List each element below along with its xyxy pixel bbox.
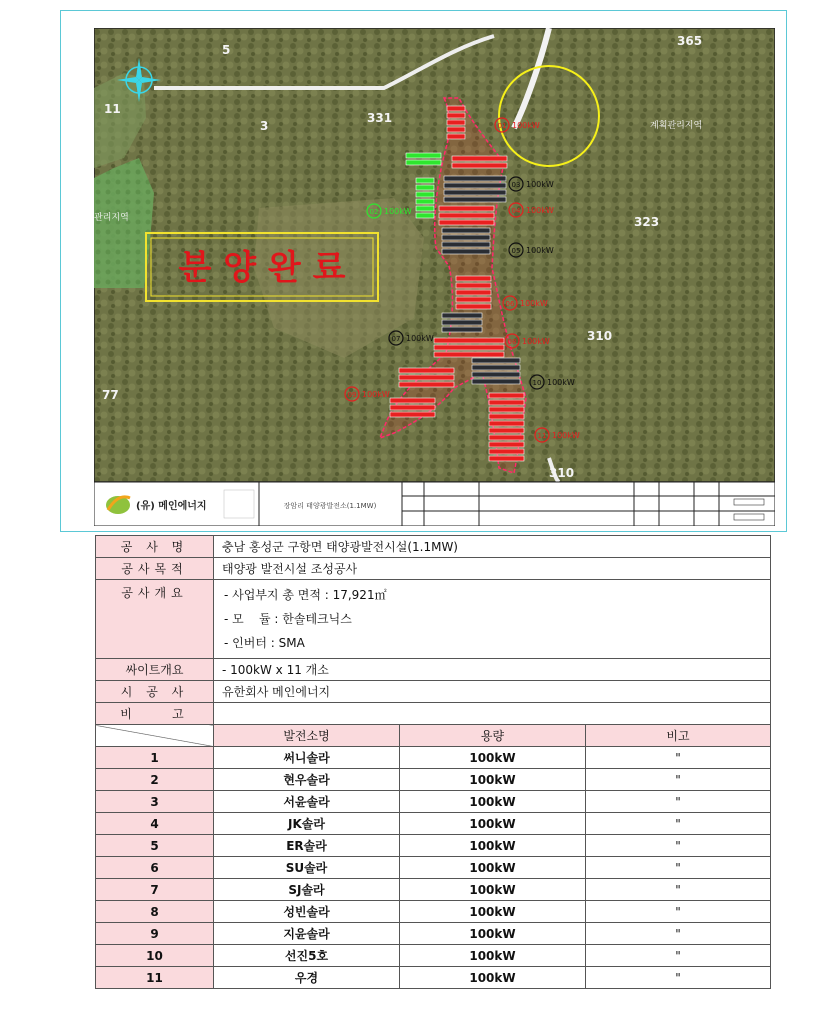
solar-panel-row — [444, 183, 506, 188]
site-map-drawing — [60, 10, 787, 532]
header-capacity: 용량 — [400, 725, 586, 747]
plant-note: " — [586, 901, 771, 923]
site-overview-value: - 100kW x 11 개소 — [214, 659, 771, 681]
solar-panel-row — [456, 290, 491, 295]
solar-panel-row — [472, 358, 520, 363]
overview-line: - 사업부지 총 면적 : 17,921㎡ — [224, 588, 387, 602]
plant-name: ER솔라 — [214, 835, 400, 857]
plant-capacity: 100kW — [400, 813, 586, 835]
site-number: 01 — [497, 122, 507, 130]
remarks-value — [214, 703, 771, 725]
site-capacity: 100kW — [526, 180, 554, 189]
plant-capacity: 100kW — [400, 879, 586, 901]
project-name-label: 공 사 명 — [96, 536, 214, 558]
solar-panel-row — [472, 365, 520, 370]
plant-number: 2 — [96, 769, 214, 791]
solar-panel-row — [452, 156, 507, 161]
solar-panel-row — [444, 197, 506, 202]
site-overview-row — [96, 659, 771, 681]
plant-note: " — [586, 857, 771, 879]
plant-note: " — [586, 879, 771, 901]
site-capacity: 100kW — [522, 337, 550, 346]
remarks-label: 비 고 — [96, 703, 214, 725]
plant-note: " — [586, 945, 771, 967]
solar-panel-row — [489, 449, 524, 454]
plant-note: " — [586, 791, 771, 813]
plant-number: 3 — [96, 791, 214, 813]
plant-row — [96, 835, 771, 857]
solar-panel-row — [447, 120, 465, 125]
plant-number: 6 — [96, 857, 214, 879]
solar-panel-row — [472, 372, 520, 377]
plant-note: " — [586, 835, 771, 857]
drawing-title-block — [94, 482, 775, 526]
plant-number: 8 — [96, 901, 214, 923]
plant-number: 1 — [96, 747, 214, 769]
parcel-label: 77 — [102, 388, 119, 402]
parcel-label: 331 — [367, 111, 393, 125]
plant-row — [96, 923, 771, 945]
remarks-row — [96, 703, 771, 725]
parcel-label: 365 — [677, 34, 703, 48]
site-number: 11 — [537, 432, 547, 440]
solar-panel-row — [444, 190, 506, 195]
solar-panel-row — [406, 160, 441, 165]
solar-panel-row — [390, 412, 435, 417]
plant-row — [96, 813, 771, 835]
parcel-label: 3 — [260, 119, 269, 133]
solar-panel-row — [489, 442, 524, 447]
site-number: 05 — [511, 247, 521, 255]
plant-row — [96, 747, 771, 769]
plant-row — [96, 901, 771, 923]
plant-capacity: 100kW — [400, 857, 586, 879]
solar-panel-row — [439, 213, 494, 218]
solar-panel-row — [434, 352, 504, 357]
plant-note: " — [586, 769, 771, 791]
solar-panel-row — [416, 206, 434, 211]
zone-label: 계획관리지역 — [650, 121, 703, 131]
plant-number: 5 — [96, 835, 214, 857]
purpose-value: 태양광 발전시설 조성공사 — [214, 558, 771, 580]
solar-panel-row — [489, 428, 524, 433]
site-capacity: 100kW — [526, 206, 554, 215]
solar-panel-row — [489, 393, 524, 398]
solar-panel-row — [442, 249, 490, 254]
parcel-label: 310 — [587, 329, 613, 343]
solar-panel-row — [456, 276, 491, 281]
plant-note: " — [586, 813, 771, 835]
site-capacity: 100kW — [552, 431, 580, 440]
site-number: 09 — [347, 391, 357, 399]
project-info-table — [95, 535, 771, 989]
zone-label: 관리지역 — [94, 213, 129, 223]
solar-panel-row — [489, 435, 524, 440]
site-number: 06 — [505, 300, 515, 308]
site-number: 07 — [391, 335, 401, 343]
plant-capacity: 100kW — [400, 923, 586, 945]
plant-capacity: 100kW — [400, 901, 586, 923]
solar-panel-row — [452, 163, 507, 168]
project-name-value: 충남 홍성군 구항면 태양광발전시설(1.1MW) — [214, 536, 771, 558]
solar-panel-row — [442, 320, 482, 325]
plant-row — [96, 769, 771, 791]
drawing-title: 장암리 태양광발전소(1.1MW) — [283, 502, 377, 510]
plant-note: " — [586, 923, 771, 945]
purpose-label: 공사목적 — [96, 558, 214, 580]
site-number: 04 — [511, 207, 521, 215]
plant-name: 우경 — [214, 967, 400, 989]
plant-name: 성빈솔라 — [214, 901, 400, 923]
plant-note: " — [586, 967, 771, 989]
contractor-row — [96, 681, 771, 703]
plant-row — [96, 879, 771, 901]
site-capacity: 100kW — [384, 207, 412, 216]
plant-capacity: 100kW — [400, 769, 586, 791]
solar-panel-row — [456, 304, 491, 309]
solar-panel-row — [489, 421, 524, 426]
solar-panel-row — [444, 176, 506, 181]
plant-capacity: 100kW — [400, 835, 586, 857]
solar-panel-row — [390, 405, 435, 410]
overview-line: - 인버터 : SMA — [224, 636, 305, 650]
solar-panel-row — [442, 313, 482, 318]
solar-panel-row — [442, 242, 490, 247]
contractor-label: 시 공 사 — [96, 681, 214, 703]
solar-panel-row — [447, 113, 465, 118]
site-capacity: 100kW — [520, 299, 548, 308]
solar-panel-row — [416, 192, 434, 197]
company-name: (유) 메인에너지 — [136, 501, 207, 512]
parcel-label: 310 — [549, 466, 575, 480]
plant-capacity: 100kW — [400, 747, 586, 769]
plant-row — [96, 857, 771, 879]
solar-panel-row — [456, 283, 491, 288]
solar-panel-row — [489, 407, 524, 412]
solar-panel-row — [489, 456, 524, 461]
overview-label: 공사개요 — [96, 580, 214, 659]
plant-note: " — [586, 747, 771, 769]
plant-row — [96, 791, 771, 813]
site-number: 03 — [511, 181, 521, 189]
solar-panel-row — [390, 398, 435, 403]
plant-name: SJ솔라 — [214, 879, 400, 901]
plant-number: 7 — [96, 879, 214, 901]
header-note: 비고 — [586, 725, 771, 747]
solar-panel-row — [489, 400, 524, 405]
solar-panel-row — [456, 297, 491, 302]
project-name-row — [96, 536, 771, 558]
site-overview-label: 싸이트개요 — [96, 659, 214, 681]
plant-name: 현우솔라 — [214, 769, 400, 791]
plant-number: 4 — [96, 813, 214, 835]
header-diagonal-cell — [96, 725, 214, 747]
site-capacity: 100kW — [547, 378, 575, 387]
parcel-label: 323 — [634, 215, 660, 229]
plant-table-header — [96, 725, 771, 747]
solar-panel-row — [442, 327, 482, 332]
plant-name: JK솔라 — [214, 813, 400, 835]
solar-panel-row — [447, 106, 465, 111]
site-capacity: 100kW — [512, 121, 540, 130]
solar-panel-row — [416, 185, 434, 190]
solar-panel-row — [434, 345, 504, 350]
solar-panel-row — [439, 220, 494, 225]
solar-panel-row — [416, 213, 434, 218]
solar-panel-row — [439, 206, 494, 211]
solar-panel-row — [399, 368, 454, 373]
solar-panel-row — [447, 134, 465, 139]
plant-number: 11 — [96, 967, 214, 989]
plant-name: SU솔라 — [214, 857, 400, 879]
contractor-value: 유한회사 메인에너지 — [214, 681, 771, 703]
site-capacity: 100kW — [526, 246, 554, 255]
parcel-label: 5 — [222, 43, 231, 57]
site-number: 10 — [532, 379, 542, 387]
company-logo — [106, 496, 130, 514]
plant-name: 써니솔라 — [214, 747, 400, 769]
solar-panel-row — [442, 235, 490, 240]
solar-panel-row — [416, 199, 434, 204]
header-plant-name: 발전소명 — [214, 725, 400, 747]
solar-panel-row — [406, 153, 441, 158]
solar-panel-row — [399, 382, 454, 387]
solar-panel-row — [416, 178, 434, 183]
site-number: 08 — [507, 338, 517, 346]
solar-panel-row — [447, 127, 465, 132]
plant-capacity: 100kW — [400, 791, 586, 813]
plant-name: 선진5호 — [214, 945, 400, 967]
plant-capacity: 100kW — [400, 945, 586, 967]
solar-panel-row — [434, 338, 504, 343]
overview-line: - 모 듈 : 한솔테크닉스 — [224, 612, 352, 626]
solar-panel-row — [489, 414, 524, 419]
plant-number: 10 — [96, 945, 214, 967]
plant-row — [96, 945, 771, 967]
purpose-row — [96, 558, 771, 580]
aerial-site-plan — [94, 28, 775, 526]
site-capacity: 100kW — [406, 334, 434, 343]
solar-panel-row — [472, 379, 520, 384]
parcel-label: 11 — [104, 102, 121, 116]
solar-panel-row — [442, 228, 490, 233]
overview-value — [214, 580, 771, 659]
plant-number: 9 — [96, 923, 214, 945]
site-capacity: 100kW — [362, 390, 390, 399]
plant-capacity: 100kW — [400, 967, 586, 989]
site-number: 02 — [369, 208, 379, 216]
plant-list — [96, 747, 771, 989]
overview-row — [96, 580, 771, 659]
solar-panel-row — [399, 375, 454, 380]
plant-name: 지윤솔라 — [214, 923, 400, 945]
plant-name: 서윤솔라 — [214, 791, 400, 813]
plant-row — [96, 967, 771, 989]
stamp-text: 분 양 완 료 — [178, 248, 346, 288]
